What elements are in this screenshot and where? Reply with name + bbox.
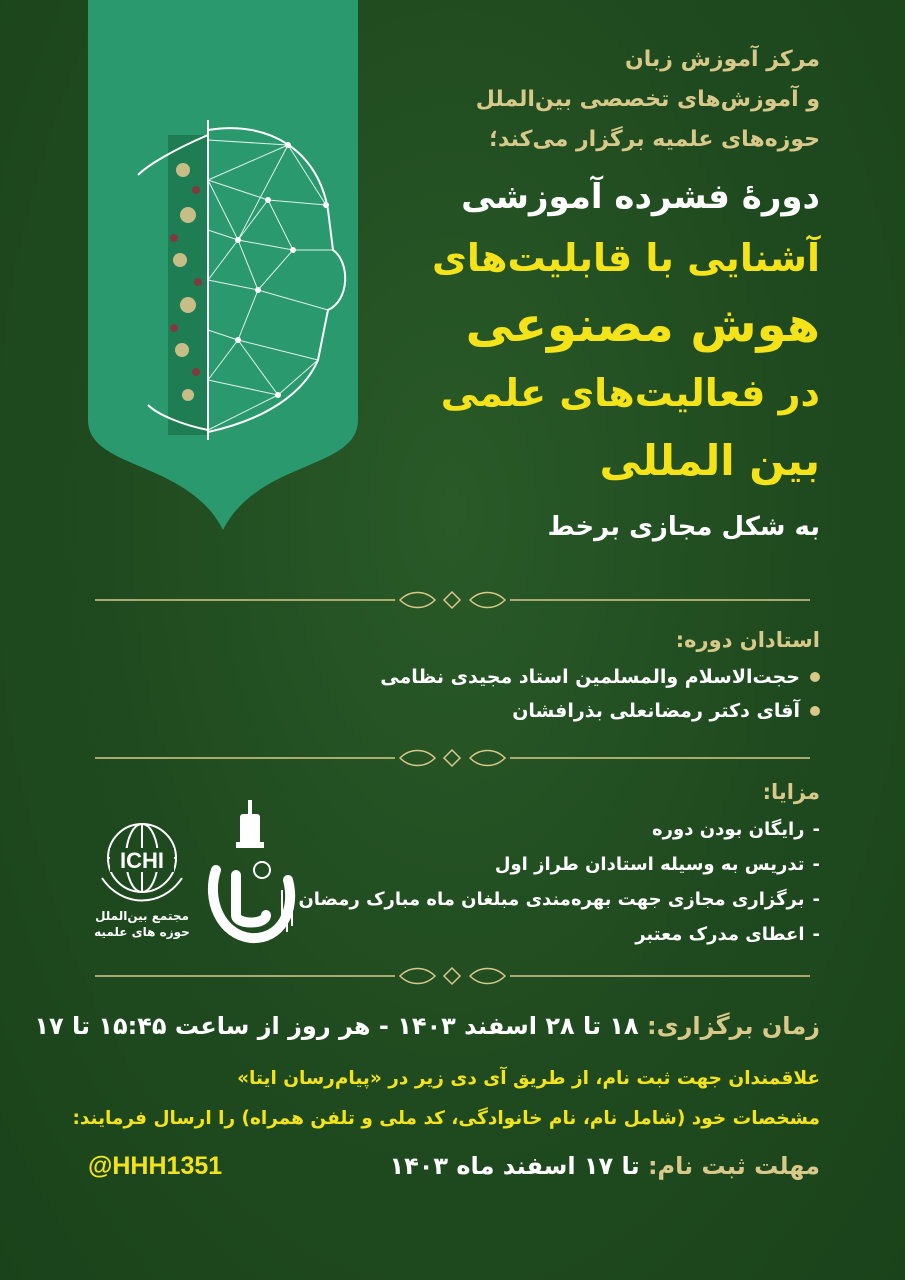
course-title-line-2: هوش مصنوعی [465, 297, 820, 353]
organizer-line-1: مرکز آموزش زبان [624, 47, 820, 72]
header-block [380, 40, 820, 496]
dash-icon: - [812, 854, 820, 875]
instructor-item [380, 694, 820, 728]
benefit-item [298, 812, 820, 847]
schedule-label: زمان برگزاری: [647, 1012, 820, 1040]
registration-line-2: مشخصات خود (شامل نام، نام خانوادگی، کد ملی و تلفن همراه) را ارسال فرمایند: [72, 1108, 820, 1129]
bullet-icon [810, 672, 820, 682]
eitaa-handle: @HHH1351 [88, 1152, 223, 1180]
dash-icon: - [812, 924, 820, 945]
benefit-item [298, 917, 820, 952]
dash-icon: - [812, 819, 820, 840]
instructor-name: حجت‌الاسلام والمسلمین استاد مجیدی نظامی [380, 666, 800, 688]
course-title-line-4: بین المللی [599, 436, 820, 485]
ornament-divider [95, 748, 810, 768]
benefit-text: برگزاری مجازی جهت بهره‌مندی مبلغان ماه مبارک رمضان [298, 889, 805, 910]
ornament-divider [95, 966, 810, 986]
ichi-logo-text: ICHI [120, 848, 164, 873]
instructors-heading: استادان دوره: [675, 628, 820, 652]
seminary-emblem-logo [196, 800, 306, 950]
organizer-line-3: حوزه‌های علمیه برگزار می‌کند؛ [489, 127, 820, 152]
ichi-logo [92, 818, 192, 940]
deadline-line [389, 1152, 820, 1180]
benefit-text: تدریس به وسیله استادان طراز اول [494, 854, 805, 875]
schedule-line [34, 1012, 820, 1040]
course-banner-illustration [88, 0, 358, 530]
benefits-heading: مزایا: [762, 780, 820, 804]
course-type: دورۀ فشرده آموزشی [461, 177, 820, 217]
registration-line-1: علاقمندان جهت ثبت نام، از طریق آی دی زیر در «پیام‌رسان ایتا» [237, 1068, 820, 1089]
ornament-divider [95, 590, 810, 610]
benefit-text: اعطای مدرک معتبر [635, 924, 805, 945]
benefit-text: رایگان بودن دوره [652, 819, 805, 840]
course-title-line-1: آشنایی با قابلیت‌های [432, 236, 820, 280]
benefits-section [298, 780, 820, 952]
schedule-value: ۱۸ تا ۲۸ اسفند ۱۴۰۳ - هر روز از ساعت ۱۵:۴۵ تا ۱۷ [34, 1012, 639, 1040]
course-title-line-3: در فعالیت‌های علمی [440, 371, 820, 415]
ichi-caption-line-1: مجتمع بین‌الملل [95, 909, 189, 923]
instructor-item [380, 660, 820, 694]
benefit-item [298, 847, 820, 882]
delivery-format: به شکل مجازی برخط [547, 512, 820, 542]
ichi-caption-line-2: حوزه های علمیه [94, 925, 190, 939]
dash-icon: - [812, 889, 820, 910]
benefit-item [298, 882, 820, 917]
deadline-label: مهلت ثبت نام: [647, 1152, 820, 1180]
instructors-section [380, 628, 820, 728]
organizer-line-2: و آموزش‌های تخصصی بین‌الملل [475, 87, 820, 112]
deadline-value: تا ۱۷ اسفند ماه ۱۴۰۳ [389, 1152, 640, 1180]
instructor-name: آقای دکتر رمضانعلی بذرافشان [512, 700, 800, 722]
bullet-icon [810, 706, 820, 716]
